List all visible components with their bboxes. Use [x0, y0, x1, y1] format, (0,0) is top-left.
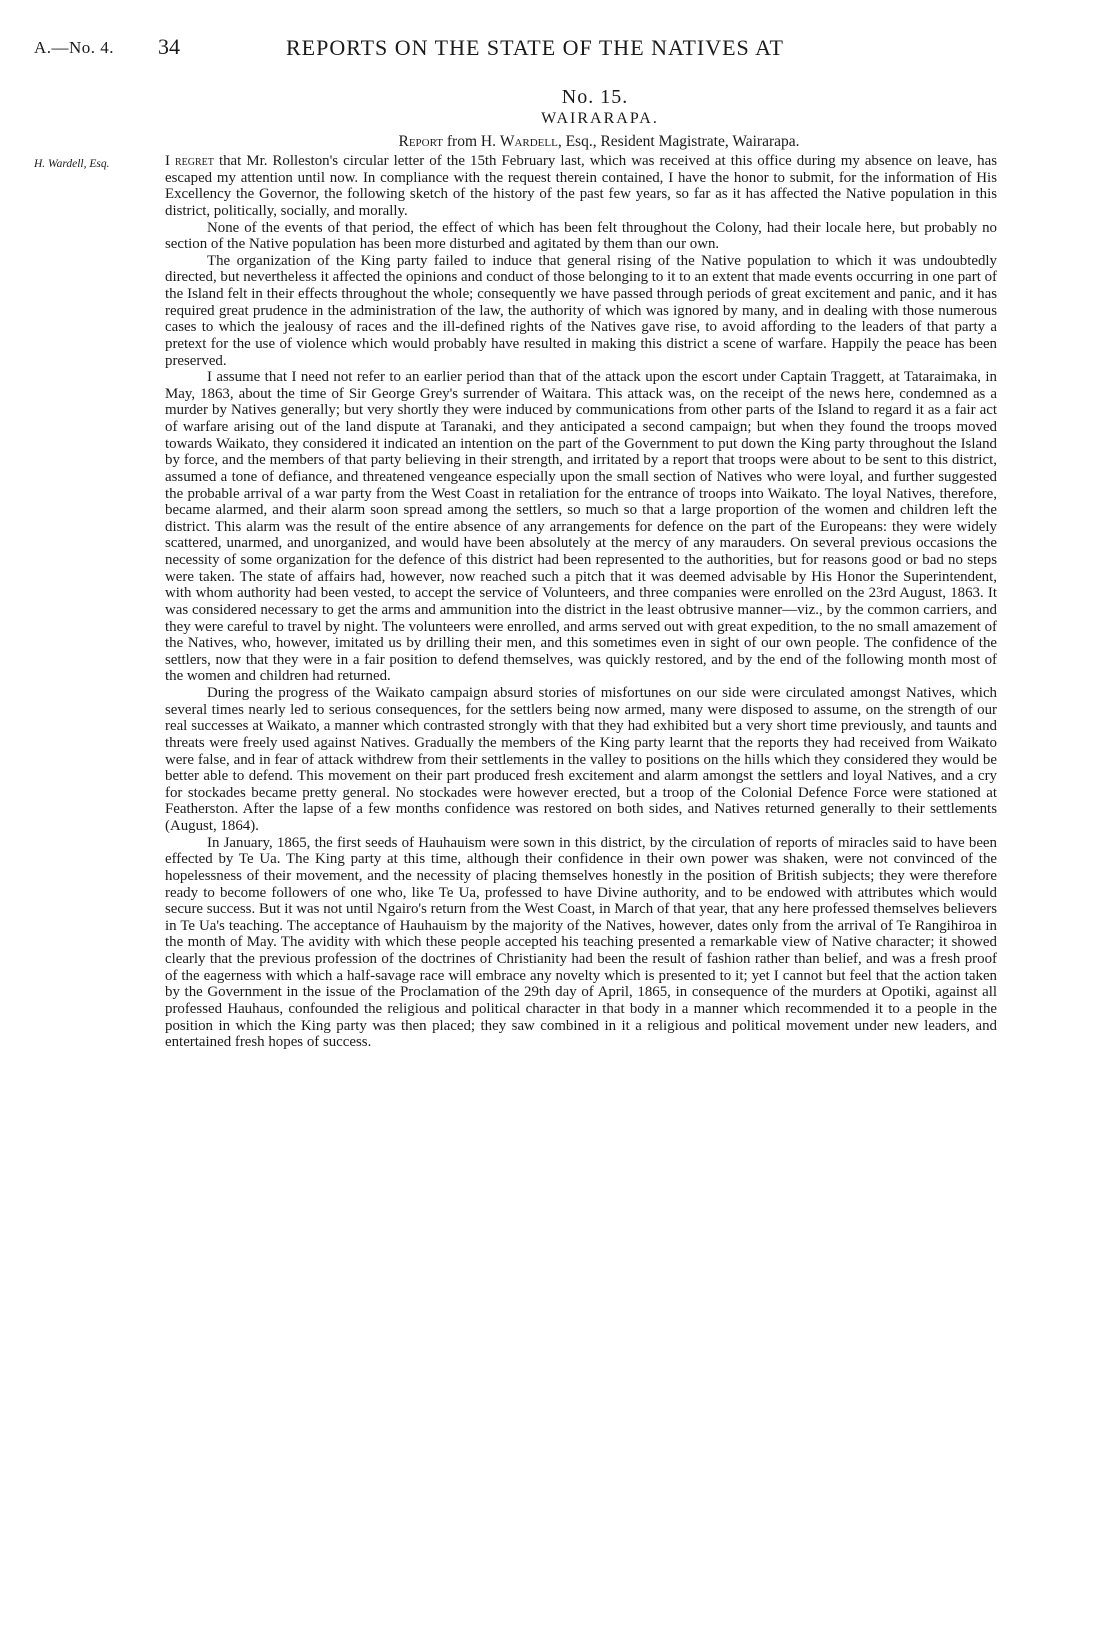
district-heading: WAIRARAPA. [541, 110, 659, 127]
report-number: No. 15. [561, 86, 629, 108]
paragraph: I assume that I need not refer to an earlier period than that of the attack upon the escort under Captain Traggett, at Tataraimaka, in May, 1863, about the time of Sir George Grey's surrender of Waitara. This attack was, on the receipt of the news here, condemned as a murder by Natives generally; but very shortly they were induced by communications from other parts of the Island to regard it as a fair act of warfare arising out of the land dispute at Taranaki, and they anticipated a second campaign; but when they found the troops moved towards Waikato, they considered it indicated an intention on the part of the Government to put down the King party throughout the Island by force, and the members of that party believing in their strength, and irritated by a report that troops were about to be sent to this district, assumed a tone of defiance, and threatened vengeance especially upon the small section of Natives who were loyal, and further suggested the probable arrival of a war party from the West Coast in retaliation for the entrance of troops into Waikato. The loyal Natives, therefore, became alarmed, and their alarm soon spread among the settlers, so much so that a large proportion of the women and children left the district. This alarm was the result of the entire absence of any arrangements for defence on the part of the Europeans: they were widely scattered, unarmed, and unorganized, and would have been absolutely at the mercy of any marauders. On several previous occasions the necessity of some organization for the defence of this district had been represented to the authorities, but for reasons good or bad no steps were taken. The state of affairs had, however, now reached such a pitch that it was deemed advisable by His Honor the Superintendent, with whom authority had been vested, to accept the service of Volunteers, and three companies were enrolled on the 23rd August, 1863. It was considered necessary to get the arms and ammunition into the district in the least obtrusive manner—viz., by the common carriers, and they were careful to travel by night. The volunteers were enrolled, and arms served out with great expedition, to the no small amazement of the Natives, who, however, imitated us by drilling their men, and this sometimes even in sight of our own people. The confidence of the settlers, now that they were in a fair position to defend themselves, was quickly restored, and by the end of the following month most of the women and children had returned. [165, 369, 997, 685]
paragraph-text: that Mr. Rolleston's circular letter of the 15th February last, which was received at this office during my absence on leave, has escaped my attention until now. In compliance with the request therein contained, I have the honor to submit, for the information of His Excellency the Governor, the following sketch of the history of the past few years, so far as it has affected the Native population in this district, politically, socially, and morally. [165, 153, 997, 219]
byline-author-name: Wardell [499, 133, 558, 150]
document-reference: A.—No. 4. [34, 38, 115, 57]
paragraph: None of the events of that period, the effect of which has been felt throughout the Colony, had their locale here, but probably no section of the Native population has been more disturbed and agitated by them than our own. [165, 219, 997, 253]
report-body [165, 153, 997, 1051]
byline-rest: , Esq., Resident Magistrate, Wairarapa. [557, 133, 800, 150]
report-byline [0, 133, 1114, 151]
paragraph: The organization of the King party failed to induce that general rising of the Native population to which it was undoubtedly directed, but nevertheless it affected the opinions and conduct of those belonging to it to an extent that made events occurring in one part of the Island felt in their effects throughout the whole; consequently we have passed through periods of great excitement and panic, and it has required great prudence in the administration of the law, the authority of which was ignored by many, and in dealing with those numerous cases to which the jealousy of races and the ill-defined rights of the Natives gave rise, to avoid affording to the leaders of that party a pretext for the use of violence which would probably have resulted in making this district a scene of warfare. Happily the peace has been preserved. [165, 252, 997, 369]
paragraph-lead: I regret [165, 153, 214, 169]
byline-report-word: Report [398, 133, 443, 150]
page-header [34, 34, 1078, 64]
paragraph: During the progress of the Waikato campaign absurd stories of misfortunes on our side were circulated amongst Natives, which several times nearly led to serious consequences, for the settlers being now armed, many were disposed to assume, on the strength of our real successes at Waikato, a manner which contrasted strongly with that they had exhibited but a very short time previously, and taunts and threats were freely used against Natives. Gradually the members of the King party learnt that the reports they had received from Waikato were false, and in fear of attack withdrew from their settlements in the valley to positions on the hills which they considered they would be better able to defend. This movement on their part produced fresh excitement and alarm amongst the settlers and loyal Natives, and a cry for stockades became pretty general. No stockades were however erected, but a troop of the Colonial Defence Force were stationed at Featherston. After the lapse of a few months confidence was restored on both sides, and Natives returned generally to their settlements (August, 1864). [165, 685, 997, 834]
page-number: 34 [158, 34, 180, 59]
paragraph [165, 153, 997, 220]
byline-from: from H. [443, 133, 500, 150]
margin-note: H. Wardell, Esq. [34, 158, 110, 170]
paragraph: In January, 1865, the first seeds of Hauhauism were sown in this district, by the circulation of reports of miracles said to have been effected by Te Ua. The King party at this time, although their confidence in their own power was shaken, were not convinced of the hopelessness of their movement, and the necessity of placing themselves honestly in the position of British subjects; they were therefore ready to become followers of one who, like Te Ua, professed to have Divine authority, and to be endowed with attributes which would secure success. But it was not until Ngairo's return from the West Coast, in March of that year, that any here professed themselves believers in Te Ua's teaching. The acceptance of Hauhauism by the majority of the Natives, however, dates only from the arrival of Te Rangihiroa in the month of May. The avidity with which these people accepted his teaching presented a remarkable view of Native character; it showed clearly that the previous profession of the doctrines of Christianity had been the result of fashion rather than belief, and was a fresh proof of the eagerness with which a half-savage race will embrace any novelty which is presented to it; yet I cannot but feel that the action taken by the Government in the issue of the Proclamation of the 29th day of April, 1865, in consequence of the murders at Opotiki, against all professed Hauhaus, confounded the religious and political character in that body in a manner which recommended it to a people in the position in which the King party was then placed; they saw combined in it a religious and political movement under new leaders, and entertained fresh hopes of success. [165, 834, 997, 1051]
running-title: REPORTS ON THE STATE OF THE NATIVES AT [286, 35, 784, 60]
